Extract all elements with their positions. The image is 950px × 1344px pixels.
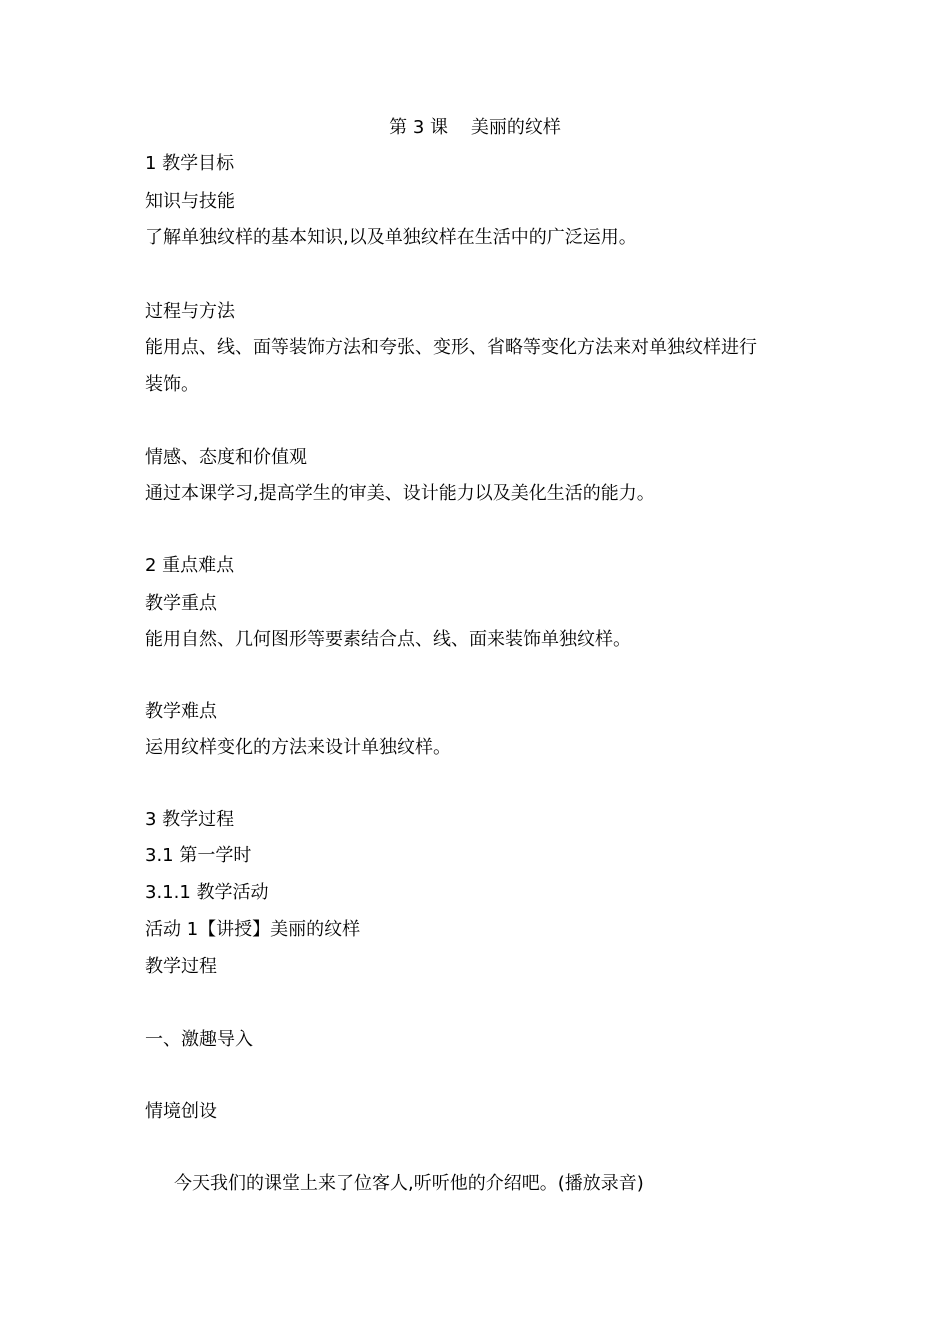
subheading-scenario: 情境创设 bbox=[145, 1101, 217, 1122]
section-heading-objectives: 1 教学目标 bbox=[145, 153, 235, 174]
paragraph-knowledge-skills: 了解单独纹样的基本知识,以及单独纹样在生活中的广泛运用。 bbox=[145, 227, 637, 248]
subheading-teaching-difficulty: 教学难点 bbox=[145, 701, 217, 722]
paragraph-scenario: 今天我们的课堂上来了位客人,听听他的介绍吧。(播放录音) bbox=[174, 1173, 644, 1194]
subheading-process-method: 过程与方法 bbox=[145, 301, 235, 322]
subheading-knowledge-skills: 知识与技能 bbox=[145, 191, 235, 212]
subheading-teaching-focus: 教学重点 bbox=[145, 593, 217, 614]
paragraph-emotion-values: 通过本课学习,提高学生的审美、设计能力以及美化生活的能力。 bbox=[145, 483, 655, 504]
paragraph-teaching-difficulty: 运用纹样变化的方法来设计单独纹样。 bbox=[145, 737, 451, 758]
paragraph-process-method-line1: 能用点、线、面等装饰方法和夸张、变形、省略等变化方法来对单独纹样进行 bbox=[145, 337, 757, 358]
page-title: 第 3 课 美丽的纹样 bbox=[389, 117, 561, 138]
subheading-emotion-values: 情感、态度和价值观 bbox=[145, 447, 307, 468]
section-heading-process: 3 教学过程 bbox=[145, 809, 235, 830]
activity-title: 活动 1【讲授】美丽的纹样 bbox=[145, 919, 361, 940]
heading-first-period: 3.1 第一学时 bbox=[145, 845, 252, 866]
subheading-teaching-process: 教学过程 bbox=[145, 956, 217, 977]
paragraph-process-method-line2: 装饰。 bbox=[145, 374, 199, 395]
section-heading-key-points: 2 重点难点 bbox=[145, 555, 235, 576]
paragraph-teaching-focus: 能用自然、几何图形等要素结合点、线、面来装饰单独纹样。 bbox=[145, 629, 631, 650]
part-heading-intro: 一、激趣导入 bbox=[145, 1029, 253, 1050]
heading-teaching-activity: 3.1.1 教学活动 bbox=[145, 882, 269, 903]
